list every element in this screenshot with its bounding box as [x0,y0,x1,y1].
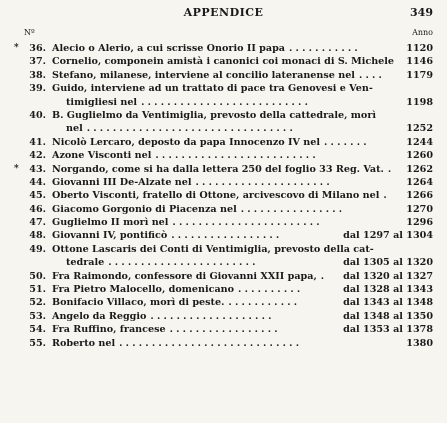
leader-dots: ....................... [172,217,323,229]
entry-number: 45. [29,190,46,202]
entry-year-to: al 1304 [393,230,433,242]
entry-line [0,243,447,256]
leader-dots: ......................... [155,150,319,162]
entry-number: 37. [29,56,46,68]
entry-year-range [343,310,433,323]
entry-number: 42. [29,150,46,162]
entry-text: Oberto Visconti, fratello di Ottone, arcivescovo di Milano nel [52,190,380,202]
entry-year: 1120 [406,43,433,54]
entry-number: 49. [29,243,46,255]
entry-year-from: dal 1297 [343,230,390,242]
list-entry [0,270,447,283]
entry-year-to: al 1378 [393,324,433,336]
entry-number: 50. [29,270,46,282]
entry-text: Roberto nel [52,337,116,349]
entry-text: Fra Pietro Malocello, domenicano [52,284,235,296]
entry-text: Nicolò Lercaro, deposto da papa Innocenzo IV nel [52,136,321,148]
entry-year-to: al 1327 [393,270,433,282]
entry-number: 53. [29,310,46,322]
column-headers [0,28,447,40]
list-entry [0,203,447,216]
entry-text: Ottone Lascaris dei Conti di Ventimiglia, prevosto della cat- [52,243,374,255]
year-column-header: Anno [412,28,433,37]
entry-line [0,216,447,229]
list-entry [0,69,447,82]
list-entry [0,136,447,149]
entry-text-continued: tedrale [66,257,105,269]
entry-year-range [343,270,433,283]
entry-number: 55. [29,337,46,349]
list-entry [0,310,447,323]
list-entry [0,283,447,296]
entry-number: 48. [29,230,46,242]
entry-text: Guido, interviene ad un trattato di pace tra Genovesi e Ven- [52,83,373,95]
entry-line [0,149,447,162]
leader-dots: ........... [289,43,361,54]
entry-year: 1252 [406,123,433,135]
list-entry [0,216,447,229]
page-header [0,6,447,22]
leader-dots: .......... [238,284,304,296]
entry-line [0,122,447,135]
entry-line [0,82,447,95]
list-entry [0,176,447,189]
entry-year: 1296 [406,217,433,229]
entry-year: 1260 [406,150,433,162]
entry-text: Fra Raimondo, confessore di Giovanni XXII papa, [52,270,317,282]
entry-year: 1264 [406,176,433,188]
entry-year-range [343,296,433,309]
entry-mark: * [14,163,19,174]
entry-line [0,96,447,109]
list-entry [0,337,447,350]
leader-dots: ................................ [86,123,296,135]
list-entry [0,296,447,309]
list-entry [0,163,447,176]
entry-year: 1179 [406,69,433,81]
entry-number: 46. [29,203,46,215]
list-entry [0,323,447,336]
bishop-list [0,42,447,350]
leader-dots: ................ [240,203,346,215]
entry-line [0,203,447,216]
entry-text-continued: nel [66,123,83,135]
entry-line [0,310,447,323]
entry-year: 1262 [406,163,433,175]
entry-text: Stefano, milanese, interviene al concilio lateranense nel [52,69,355,81]
entry-line [0,136,447,149]
list-entry [0,243,447,270]
list-entry [0,229,447,242]
entry-text: Giacomo Gorgonio di Piacenza nel [52,203,237,215]
leader-dots: . [320,270,328,282]
list-entry [0,82,447,109]
entry-year-from: dal 1353 [343,324,390,336]
entry-text-continued: timigliesi nel [66,96,138,108]
entry-line [0,42,447,55]
number-column-header: Nº [24,28,35,37]
list-entry [0,189,447,202]
entry-text: Alecio o Alerio, a cui scrisse Onorio II papa [52,43,286,54]
leader-dots: ................. [169,324,281,336]
list-entry [0,55,447,68]
entry-line [0,55,447,68]
entry-year-range [343,229,433,242]
entry-line [0,109,447,122]
leader-dots: ..................... [195,176,333,188]
entry-year: 1146 [406,56,433,68]
entry-mark: * [14,43,19,53]
entry-text: Guglielmo II morì nel [52,217,169,229]
entry-text: B. Guglielmo da Ventimiglia, prevosto della cattedrale, morì [52,109,377,121]
entry-line [0,229,447,242]
entry-number: 52. [29,297,46,309]
entry-line [0,69,447,82]
leader-dots: ................... [150,310,275,322]
entry-number: 38. [29,69,46,81]
entry-year-from: dal 1320 [343,270,390,282]
entry-text: Giovanni III De-Alzate nel [52,176,192,188]
entry-year-to: al 1348 [393,297,433,309]
leader-dots: .......................... [141,96,312,108]
entry-text: Cornelio, componein amistà i canonici coi monaci di S. Michele [52,56,395,68]
leader-dots: ............................ [119,337,303,349]
entry-number: 43. [29,163,46,175]
entry-year-from: dal 1348 [343,310,390,322]
entry-text: Norgando, come si ha dalla lettera 250 del foglio 33 Reg. Vat. [52,163,384,175]
running-title: APPENDICE [183,6,264,19]
entry-line [0,270,447,283]
entry-line [0,323,447,336]
entry-year-from: dal 1305 [343,257,390,269]
entry-year-to: al 1350 [393,310,433,322]
leader-dots: ....... [324,136,370,148]
entry-line [0,176,447,189]
leader-dots: .... [358,69,386,81]
entry-text: Fra Ruffino, francese [52,324,166,336]
entry-number: 39. [29,83,46,95]
entry-text: Giovanni IV, pontificò [52,230,168,242]
entry-text: Angelo da Reggio [52,310,147,322]
entry-line [0,163,447,176]
entry-line [0,189,447,202]
entry-year-from: dal 1328 [343,284,390,296]
entry-line [0,296,447,309]
leader-dots: ................. [171,230,283,242]
entry-year-range [343,283,433,296]
entry-number: 44. [29,176,46,188]
entry-year: 1270 [406,203,433,215]
entry-year: 1266 [406,190,433,202]
leader-dots: . [383,190,390,202]
entry-year: 1244 [406,136,433,148]
entry-line [0,337,447,350]
entry-number: 36. [29,43,46,54]
entry-number: 51. [29,284,46,296]
entry-year-to: al 1320 [393,257,433,269]
leader-dots: . [387,163,395,175]
entry-text: Bonifacio Villaco, morì di peste. [52,297,225,309]
entry-line [0,283,447,296]
list-entry [0,42,447,55]
list-entry [0,109,447,136]
entry-year-to: al 1343 [393,284,433,296]
entry-year-from: dal 1343 [343,297,390,309]
entry-number: 41. [29,136,46,148]
leader-dots: ....................... [108,257,259,269]
page-number: 349 [410,6,433,19]
entry-number: 54. [29,324,46,336]
leader-dots: ........... [228,297,301,309]
entry-year-range [343,256,433,269]
entry-year: 1380 [406,337,433,349]
entry-text: Azone Visconti nel [52,150,152,162]
entry-year-range [343,323,433,336]
entry-line [0,256,447,269]
entry-year: 1198 [406,96,433,108]
list-entry [0,149,447,162]
entry-number: 47. [29,217,46,229]
entry-number: 40. [29,109,46,121]
